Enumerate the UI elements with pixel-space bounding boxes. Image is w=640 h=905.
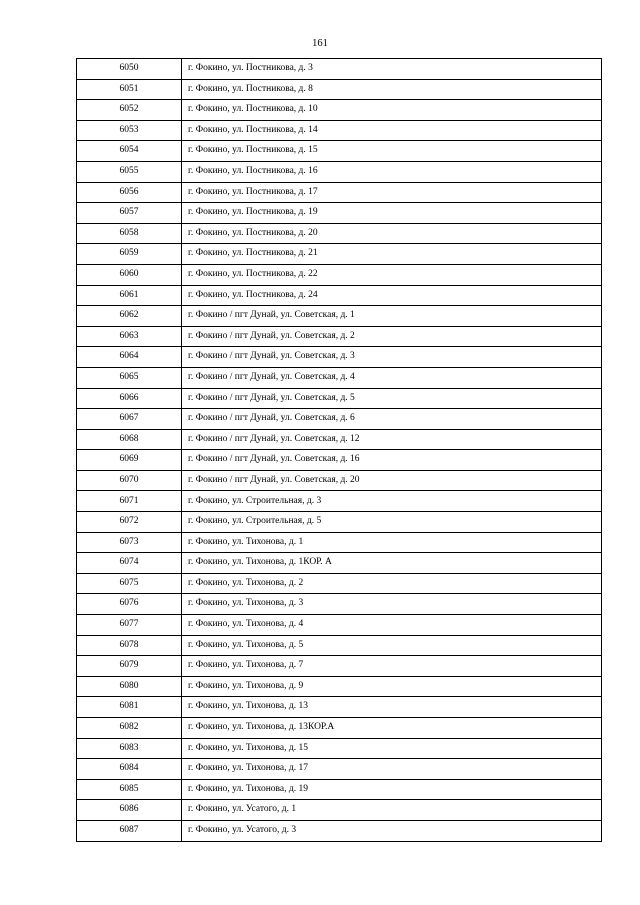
table-row xyxy=(77,553,602,574)
table-row xyxy=(77,388,602,409)
row-address: г. Фокино, ул. Тихонова, д. 13КОР.А xyxy=(182,718,602,739)
table-row xyxy=(77,820,602,841)
row-number: 6056 xyxy=(77,182,182,203)
table-row xyxy=(77,491,602,512)
table-row xyxy=(77,306,602,327)
row-number: 6076 xyxy=(77,594,182,615)
table-row xyxy=(77,347,602,368)
row-address: г. Фокино / пгт Дунай, ул. Советская, д. 1 xyxy=(182,306,602,327)
row-number: 6054 xyxy=(77,141,182,162)
row-address: г. Фокино, ул. Тихонова, д. 2 xyxy=(182,573,602,594)
row-address: г. Фокино / пгт Дунай, ул. Советская, д. 4 xyxy=(182,367,602,388)
table-row xyxy=(77,759,602,780)
row-number: 6077 xyxy=(77,615,182,636)
row-address: г. Фокино / пгт Дунай, ул. Советская, д. 5 xyxy=(182,388,602,409)
row-address: г. Фокино, ул. Постникова, д. 3 xyxy=(182,59,602,80)
table-row xyxy=(77,450,602,471)
row-address: г. Фокино, ул. Тихонова, д. 3 xyxy=(182,594,602,615)
row-address: г. Фокино, ул. Усатого, д. 1 xyxy=(182,800,602,821)
row-number: 6084 xyxy=(77,759,182,780)
table-row xyxy=(77,367,602,388)
table-row xyxy=(77,697,602,718)
row-address: г. Фокино / пгт Дунай, ул. Советская, д. 16 xyxy=(182,450,602,471)
row-number: 6061 xyxy=(77,285,182,306)
row-number: 6075 xyxy=(77,573,182,594)
row-number: 6070 xyxy=(77,470,182,491)
row-address: г. Фокино, ул. Тихонова, д. 15 xyxy=(182,738,602,759)
row-address: г. Фокино / пгт Дунай, ул. Советская, д. 6 xyxy=(182,409,602,430)
row-number: 6085 xyxy=(77,779,182,800)
table-row xyxy=(77,182,602,203)
row-number: 6069 xyxy=(77,450,182,471)
table-row xyxy=(77,120,602,141)
table-row xyxy=(77,141,602,162)
row-address: г. Фокино, ул. Строительная, д. 3 xyxy=(182,491,602,512)
row-address: г. Фокино, ул. Постникова, д. 19 xyxy=(182,203,602,224)
row-address: г. Фокино, ул. Тихонова, д. 19 xyxy=(182,779,602,800)
table-row xyxy=(77,223,602,244)
row-number: 6064 xyxy=(77,347,182,368)
row-number: 6067 xyxy=(77,409,182,430)
row-address: г. Фокино, ул. Постникова, д. 17 xyxy=(182,182,602,203)
row-number: 6073 xyxy=(77,532,182,553)
row-address: г. Фокино, ул. Строительная, д. 5 xyxy=(182,512,602,533)
row-address: г. Фокино, ул. Постникова, д. 14 xyxy=(182,120,602,141)
row-number: 6071 xyxy=(77,491,182,512)
table-row xyxy=(77,800,602,821)
row-number: 6050 xyxy=(77,59,182,80)
row-number: 6079 xyxy=(77,656,182,677)
table-row xyxy=(77,470,602,491)
table-row xyxy=(77,779,602,800)
row-address: г. Фокино, ул. Постникова, д. 24 xyxy=(182,285,602,306)
row-number: 6063 xyxy=(77,326,182,347)
table-row xyxy=(77,409,602,430)
row-number: 6068 xyxy=(77,429,182,450)
row-address: г. Фокино, ул. Тихонова, д. 5 xyxy=(182,635,602,656)
row-number: 6062 xyxy=(77,306,182,327)
table-row xyxy=(77,615,602,636)
table-row xyxy=(77,244,602,265)
row-address: г. Фокино / пгт Дунай, ул. Советская, д. 2 xyxy=(182,326,602,347)
row-address: г. Фокино, ул. Тихонова, д. 1КОР. А xyxy=(182,553,602,574)
row-address: г. Фокино, ул. Постникова, д. 22 xyxy=(182,264,602,285)
table-row xyxy=(77,676,602,697)
row-number: 6080 xyxy=(77,676,182,697)
row-number: 6051 xyxy=(77,79,182,100)
page-number: 161 xyxy=(312,38,328,49)
table-row xyxy=(77,326,602,347)
table-row xyxy=(77,79,602,100)
row-number: 6060 xyxy=(77,264,182,285)
row-address: г. Фокино, ул. Тихонова, д. 1 xyxy=(182,532,602,553)
row-address: г. Фокино, ул. Постникова, д. 16 xyxy=(182,161,602,182)
row-number: 6057 xyxy=(77,203,182,224)
row-number: 6083 xyxy=(77,738,182,759)
table-row xyxy=(77,100,602,121)
row-number: 6058 xyxy=(77,223,182,244)
row-address: г. Фокино / пгт Дунай, ул. Советская, д. 12 xyxy=(182,429,602,450)
row-number: 6081 xyxy=(77,697,182,718)
row-number: 6055 xyxy=(77,161,182,182)
table-row xyxy=(77,512,602,533)
table-row xyxy=(77,532,602,553)
row-address: г. Фокино, ул. Тихонова, д. 4 xyxy=(182,615,602,636)
row-address: г. Фокино / пгт Дунай, ул. Советская, д. 20 xyxy=(182,470,602,491)
address-table-body xyxy=(77,59,602,842)
row-address: г. Фокино, ул. Постникова, д. 10 xyxy=(182,100,602,121)
table-row xyxy=(77,594,602,615)
row-number: 6082 xyxy=(77,718,182,739)
row-address: г. Фокино, ул. Постникова, д. 20 xyxy=(182,223,602,244)
table-row xyxy=(77,718,602,739)
table-row xyxy=(77,285,602,306)
row-address: г. Фокино, ул. Усатого, д. 3 xyxy=(182,820,602,841)
row-number: 6053 xyxy=(77,120,182,141)
table-row xyxy=(77,203,602,224)
row-address: г. Фокино, ул. Тихонова, д. 13 xyxy=(182,697,602,718)
row-number: 6059 xyxy=(77,244,182,265)
row-number: 6065 xyxy=(77,367,182,388)
row-address: г. Фокино, ул. Постникова, д. 15 xyxy=(182,141,602,162)
row-number: 6052 xyxy=(77,100,182,121)
table-row xyxy=(77,635,602,656)
row-number: 6078 xyxy=(77,635,182,656)
row-number: 6072 xyxy=(77,512,182,533)
row-address: г. Фокино, ул. Тихонова, д. 17 xyxy=(182,759,602,780)
row-number: 6074 xyxy=(77,553,182,574)
table-row xyxy=(77,656,602,677)
table-row xyxy=(77,59,602,80)
table-row xyxy=(77,429,602,450)
row-address: г. Фокино, ул. Постникова, д. 8 xyxy=(182,79,602,100)
table-row xyxy=(77,264,602,285)
table-row xyxy=(77,573,602,594)
row-address: г. Фокино, ул. Тихонова, д. 9 xyxy=(182,676,602,697)
row-address: г. Фокино, ул. Постникова, д. 21 xyxy=(182,244,602,265)
row-address: г. Фокино, ул. Тихонова, д. 7 xyxy=(182,656,602,677)
table-row xyxy=(77,738,602,759)
row-number: 6086 xyxy=(77,800,182,821)
address-table xyxy=(76,58,602,842)
row-address: г. Фокино / пгт Дунай, ул. Советская, д. 3 xyxy=(182,347,602,368)
row-number: 6066 xyxy=(77,388,182,409)
table-row xyxy=(77,161,602,182)
row-number: 6087 xyxy=(77,820,182,841)
